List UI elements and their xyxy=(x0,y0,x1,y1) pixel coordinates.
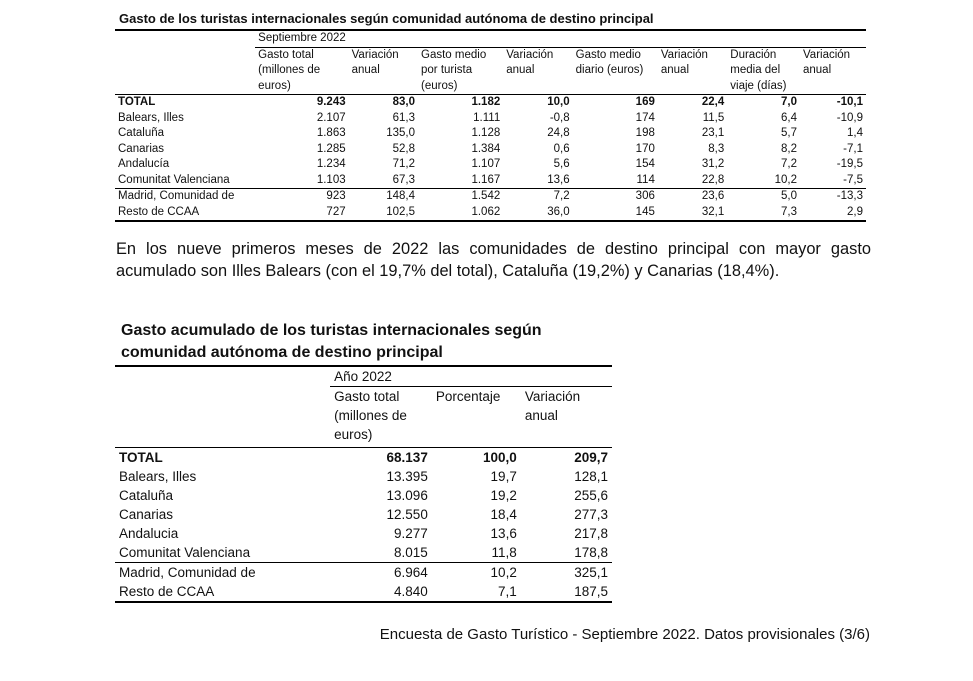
table1-cell: 1.062 xyxy=(471,205,501,218)
table2-column-header: Variación anual xyxy=(524,389,581,423)
table1-header-empty xyxy=(115,47,255,95)
table1-cell: 5,7 xyxy=(780,127,797,139)
table1-cell: 7,0 xyxy=(727,95,800,111)
table2-cell: 13.096 xyxy=(386,488,428,503)
table2-cell: 9.277 xyxy=(394,526,428,541)
table2-row-label: Comunitat Valenciana xyxy=(119,545,251,560)
table1-cell: 102,5 xyxy=(386,205,416,218)
table2-header-row xyxy=(115,387,612,448)
table2-period-row xyxy=(115,366,612,387)
table1-cell: 174 xyxy=(635,111,655,124)
table1-cell: 7,2 xyxy=(503,189,572,205)
table2-cell: 128,1 xyxy=(574,469,608,484)
table1-cell: 1.285 xyxy=(316,142,346,155)
table2-row xyxy=(115,563,612,583)
table1-cell: 61,3 xyxy=(392,111,416,124)
table1-cell: 1.542 xyxy=(418,189,503,205)
table1-cell: 11,5 xyxy=(702,111,725,124)
table1-row-label: Canarias xyxy=(118,142,165,155)
table2-row-label: Cataluña xyxy=(119,488,174,503)
table1-cell: 13,6 xyxy=(547,173,570,186)
table1-total-row xyxy=(115,95,866,111)
table1-cell: -10,9 xyxy=(836,111,863,124)
table1-row xyxy=(115,126,866,142)
table2-title: Gasto acumulado de los turistas internacionales según comunidad autónoma de destino principal xyxy=(121,322,542,361)
table1-column-header: Gasto medio diario (euros) xyxy=(575,48,644,76)
table1-cell: 6,4 xyxy=(780,111,797,124)
table2-column-header: Gasto total (millones de euros) xyxy=(334,389,407,442)
table1-cell: 7,2 xyxy=(780,158,797,170)
table1-cell: 1.167 xyxy=(471,173,501,186)
table2-cell: 19,2 xyxy=(490,488,517,503)
table2-cell: 11,8 xyxy=(491,545,517,560)
table1-cell: 1.107 xyxy=(471,158,501,170)
table1-column-header: Gasto medio por turista (euros) xyxy=(421,48,487,92)
table1-cell: 52,8 xyxy=(392,142,416,155)
table1-title: Gasto de los turistas internacionales según comunidad autónoma de destino principal xyxy=(119,11,654,26)
table1-cell: 135,0 xyxy=(386,127,416,139)
table1-period: Septiembre 2022 xyxy=(255,30,866,47)
table2-cell: 13,6 xyxy=(490,526,517,541)
table1-cell: 1.384 xyxy=(471,142,501,155)
table1-cell: 67,3 xyxy=(392,173,416,186)
table1-header-row xyxy=(115,47,866,95)
table2-cell: 8.015 xyxy=(394,545,428,560)
table2-total-row xyxy=(115,448,612,468)
table2-cell: 4.840 xyxy=(394,584,428,599)
table1-cell: 5,0 xyxy=(727,189,800,205)
table1-cell: -7,5 xyxy=(843,173,863,186)
table2-row-label: TOTAL xyxy=(115,448,330,468)
table2-cell: 187,5 xyxy=(574,584,608,599)
table1-cell: 9.243 xyxy=(255,95,348,111)
table1-cell: 148,4 xyxy=(349,189,418,205)
table1-cell: 170 xyxy=(635,142,655,155)
table1-row xyxy=(115,173,866,189)
table1-cell: 1.128 xyxy=(471,127,501,139)
table1-cell: 923 xyxy=(255,189,348,205)
table1-column-header: Variación anual xyxy=(660,48,708,76)
table1-cell: 36,0 xyxy=(547,205,570,218)
table1-cell: 1.103 xyxy=(316,173,346,186)
table1-row-label: Resto de CCAA xyxy=(118,205,200,218)
table2 xyxy=(115,365,612,603)
table2-cell: 13.395 xyxy=(386,469,428,484)
table1-cell: -13,3 xyxy=(800,189,866,205)
table2-row xyxy=(115,467,612,486)
table2-cell: 255,6 xyxy=(574,488,608,503)
table2-cell: 7,1 xyxy=(498,584,517,599)
table1-cell: -0,8 xyxy=(549,111,570,124)
table2-cell: 178,8 xyxy=(574,545,608,560)
table2-cell: 209,7 xyxy=(521,448,612,468)
table2-cell: 18,4 xyxy=(490,507,517,522)
summary-paragraph: En los nueve primeros meses de 2022 las comunidades de destino principal con mayor gasto acumulado son Illes Balears (con el 19,7% del total), Cataluña (19,2%) y Canarias (18,4%). xyxy=(116,240,871,280)
table1-cell: 114 xyxy=(636,173,655,186)
table1-cell: 5,6 xyxy=(553,158,570,170)
table1-cell: 1.111 xyxy=(473,111,501,124)
table2-column-header: Porcentaje xyxy=(435,389,501,404)
table1-column-header: Variación anual xyxy=(802,48,851,76)
table2-cell: 217,8 xyxy=(574,526,608,541)
table1-cell: 71,2 xyxy=(392,158,416,170)
table1-cell: 1.234 xyxy=(316,158,346,170)
table2-corner xyxy=(115,366,330,387)
table2-row xyxy=(115,486,612,505)
table1-period-row xyxy=(115,30,866,47)
table1-cell: 145 xyxy=(635,205,655,218)
table1-cell: 8,3 xyxy=(708,142,725,155)
table2-row xyxy=(115,543,612,563)
table1-cell: 23,6 xyxy=(658,189,727,205)
table1-cell: 10,0 xyxy=(503,95,572,111)
table1-row-label: TOTAL xyxy=(115,95,255,111)
table1 xyxy=(115,29,866,222)
table2-row xyxy=(115,524,612,543)
table1-row-label: Comunitat Valenciana xyxy=(118,173,230,186)
table2-row-label: Resto de CCAA xyxy=(119,584,215,599)
table2-cell: 19,7 xyxy=(490,469,517,484)
table1-cell: 727 xyxy=(326,205,346,218)
table1-column-header: Variación anual xyxy=(351,48,399,76)
table1-cell: 31,2 xyxy=(701,158,725,170)
table1-row xyxy=(115,142,866,158)
table2-cell: 12.550 xyxy=(386,507,428,522)
table1-row-label: Cataluña xyxy=(118,127,165,139)
table2-cell: 6.964 xyxy=(330,563,432,583)
table1-cell: -7,1 xyxy=(843,142,863,155)
table1-row xyxy=(115,157,866,173)
table2-cell: 325,1 xyxy=(521,563,612,583)
table1-cell: 22,8 xyxy=(701,173,725,186)
table2-header-empty xyxy=(115,387,330,448)
table1-cell: 23,1 xyxy=(701,127,725,139)
page-footer: Encuesta de Gasto Turístico - Septiembre 2022. Datos provisionales (3/6) xyxy=(379,626,870,643)
table1-column-header: Gasto total (millones de euros) xyxy=(258,48,321,92)
table1-column-header: Duración media del viaje (días) xyxy=(730,48,787,92)
table1-cell: 1.182 xyxy=(418,95,503,111)
table2-cell: 277,3 xyxy=(574,507,608,522)
table1-cell: 22,4 xyxy=(658,95,727,111)
table1-cell: 83,0 xyxy=(349,95,418,111)
table1-cell: 1,4 xyxy=(847,127,863,139)
table2-cell: 10,2 xyxy=(432,563,521,583)
table2-cell: 68.137 xyxy=(330,448,432,468)
table1-cell: 306 xyxy=(573,189,658,205)
table1-cell: 2,9 xyxy=(847,205,863,218)
table1-cell: 169 xyxy=(573,95,658,111)
table1-cell: 198 xyxy=(635,127,655,139)
table1-cell: 154 xyxy=(635,158,655,170)
table1-cell: 2.107 xyxy=(316,111,346,124)
table1-row xyxy=(115,111,866,127)
table2-period: Año 2022 xyxy=(330,366,612,387)
table1-row-label: Balears, Illes xyxy=(118,111,184,124)
table1-cell: -10,1 xyxy=(800,95,866,111)
table1-column-header: Variación anual xyxy=(506,48,554,76)
table1-corner xyxy=(115,30,255,47)
table1-cell: 8,2 xyxy=(780,142,797,155)
table2-row-label: Canarias xyxy=(119,507,174,522)
table1-cell: 7,3 xyxy=(780,205,797,218)
table1-cell: 1.863 xyxy=(316,127,346,139)
table1-cell: 32,1 xyxy=(701,205,725,218)
table2-row xyxy=(115,582,612,602)
table1-row-label: Madrid, Comunidad de xyxy=(115,189,255,205)
table1-cell: 10,2 xyxy=(774,173,797,186)
table1-cell: 0,6 xyxy=(553,142,570,155)
table1-cell: -19,5 xyxy=(836,158,863,170)
table2-row-label: Balears, Illes xyxy=(119,469,197,484)
table1-row-label: Andalucía xyxy=(118,158,170,170)
table2-row-label: Andalucia xyxy=(119,526,179,541)
table1-row xyxy=(115,205,866,222)
table1-row xyxy=(115,189,866,205)
table1-cell: 24,8 xyxy=(547,127,570,139)
table2-cell: 100,0 xyxy=(432,448,521,468)
table2-row-label: Madrid, Comunidad de xyxy=(115,563,330,583)
table2-row xyxy=(115,505,612,524)
